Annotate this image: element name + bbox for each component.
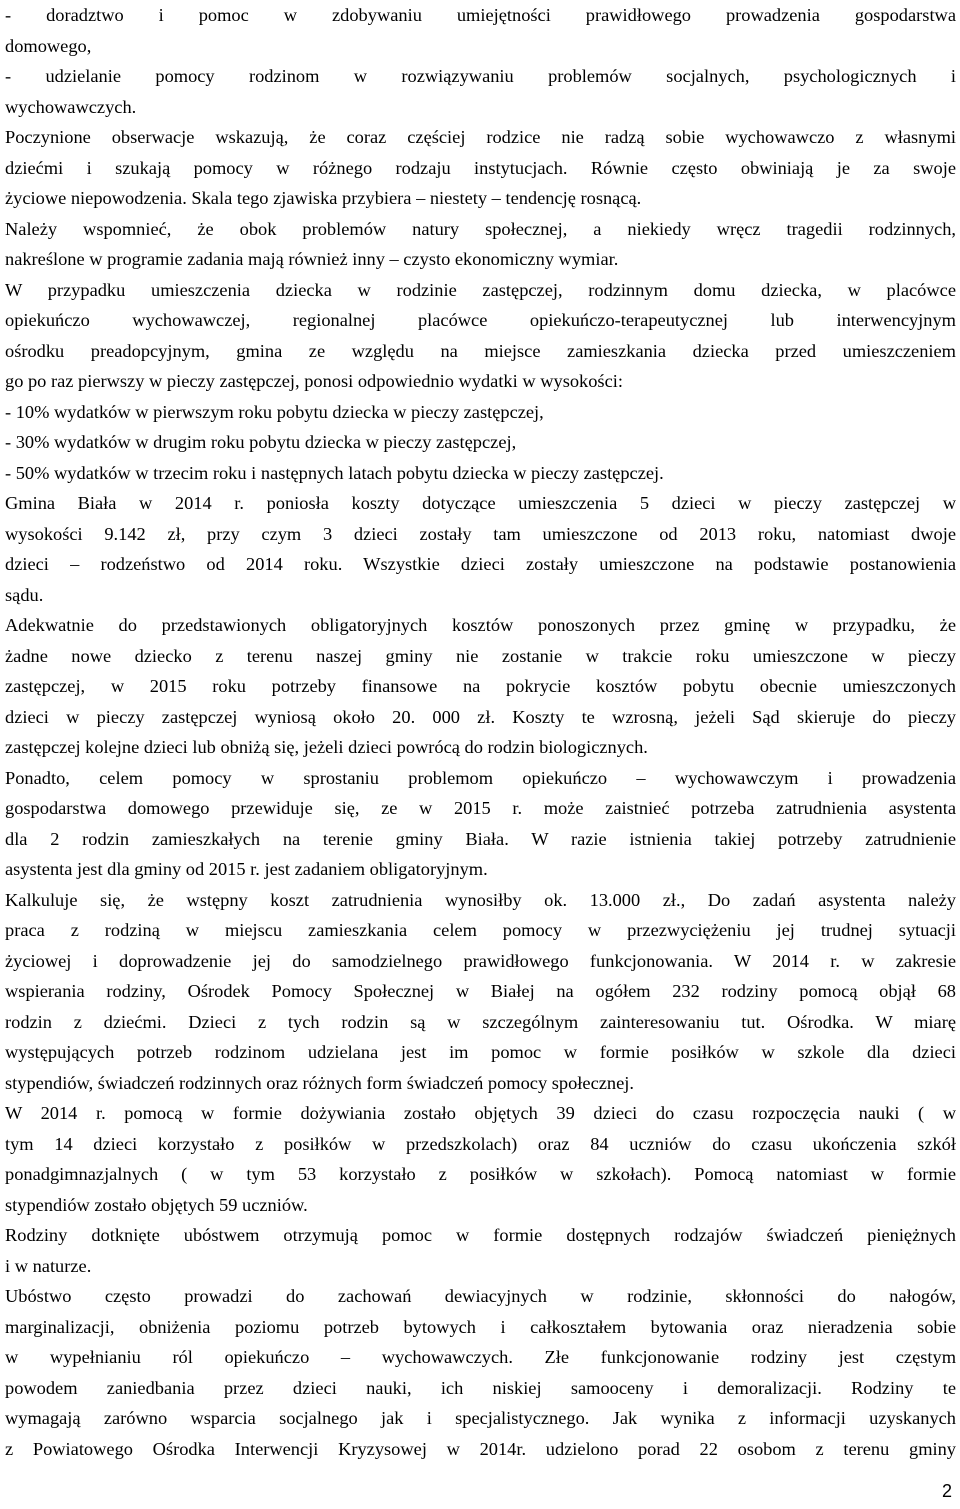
text-line: asystenta jest dla gminy od 2015 r. jest zadaniem obligatoryjnym. [5,859,488,879]
text-line: Kalkuluje się, że wstępny koszt zatrudnienia wynosiłby ok. 13.000 zł., Do zadań asystenta należy [5,889,956,910]
text-line: Gmina Biała w 2014 r. poniosła koszty dotyczące umieszczenia 5 dzieci w pieczy zastępczej w [5,493,956,513]
text-line: ośrodku preadopcyjnym, gmina ze względu na miejsce zamieszkania dziecka przed umieszczeniem [5,340,956,361]
text-line: tym 14 dzieci korzystało z posiłków w przedszkolach) oraz 84 uczniów do czasu ukończenia szkół [5,1133,956,1154]
text-line: wychowawczych. [5,96,137,117]
text-line: zastępczej kolejne dzieci lub obniżą się, jeżeli dzieci powrócą do rodzin biologicznych. [5,737,648,757]
text-line: - doradztwo i pomoc w zdobywaniu umiejętności prawidłowego prowadzenia gospodarstwa [5,5,956,25]
text-line: marginalizacji, obniżenia poziomu potrzeb bytowych i całkoształem bytowania oraz nieradzenia sobie [5,1316,956,1337]
text-line: powodem zaniedbania przez dzieci nauki, ich niskiej samooceny i demoralizacji. Rodziny te [5,1377,956,1398]
text-line: Należy wspomnieć, że obok problemów natury społecznej, a niekiedy wręcz tragedii rodzinnych, [5,218,956,239]
text-line: żadne nowe dziecko z terenu naszej gminy nie zostanie w trakcie roku umieszczone w pieczy [5,645,956,666]
text-line: zastępczej, w 2015 roku potrzeby finansowe na pokrycie kosztów pobytu obecnie umieszczonych [5,676,956,696]
text-line: wymagają zarówno wsparcia socjalnego jak i specjalistycznego. Jak wynika z informacji uzyskanych [5,1408,956,1428]
text-line: wspierania rodziny, Ośrodek Pomocy Społecznej w Białej na ogółem 232 rodziny pomocą objął 68 [5,981,956,1001]
text-line: ponadgimnazjalnych ( w tym 53 korzystało z posiłków w szkołach). Pomocą natomiast w formie [5,1164,956,1184]
text-line: występujących potrzeb rodzinom udzielana jest im pomoc w formie posiłków w szkole dla dzieci [5,1042,956,1062]
text-line: nakreślone w programie zadania mają również inny – czysto ekonomiczny wymiar. [5,249,619,269]
text-line: dla 2 rodzin zamieszkałych na terenie gminy Biała. W razie istnienia takiej potrzeby zatrudnienie [5,828,956,849]
text-line: w wypełnianiu ról opiekuńczo – wychowawczych. Złe funkcjonowanie rodziny jest częstym [5,1347,956,1367]
text-line: stypendiów zostało objętych 59 uczniów. [5,1194,308,1215]
text-line: stypendiów, świadczeń rodzinnych oraz różnych form świadczeń pomocy społecznej. [5,1072,634,1093]
text-line: - udzielanie pomocy rodzinom w rozwiązywaniu problemów socjalnych, psychologicznych i [5,66,956,86]
text-line: wysokości 9.142 zł, przy czym 3 dzieci zostały tam umieszczone od 2013 roku, natomiast dwoje [5,523,956,544]
text-line: - 30% wydatków w drugim roku pobytu dziecka w pieczy zastępczej, [5,432,517,452]
text-line: praca z rodziną w miejscu zamieszkania celem pomocy w przezwyciężeniu jej trudnej sytuacji [5,920,956,940]
text-line: - 50% wydatków w trzecim roku i następnych latach pobytu dziecka w pieczy zastępczej. [5,462,664,483]
text-line: gospodarstwa domowego przewiduje się, ze w 2015 r. może zaistnieć potrzeba zatrudnienia asystenta [5,798,956,818]
text-line: Poczynione obserwacje wskazują, że coraz częściej rodzice nie radzą sobie wychowawczo z własnymi [5,127,956,147]
text-line: opiekuńczo wychowawczej, regionalnej placówce opiekuńczo-terapeutycznej lub interwencyjnym [5,310,956,330]
text-line: go po raz pierwszy w pieczy zastępczej, ponosi odpowiednio wydatki w wysokości: [5,371,623,391]
text-line: dzieci w pieczy zastępczej wyniosą około 20. 000 zł. Koszty te wzrosną, jeżeli Sąd skieruje do pieczy [5,706,956,727]
text-line: W przypadku umieszczenia dziecka w rodzinie zastępczej, rodzinnym domu dziecka, w placówce [5,279,956,300]
text-line: Adekwatnie do przedstawionych obligatoryjnych kosztów ponoszonych przez gminę w przypadku, że [5,615,956,635]
text-line: sądu. [5,584,44,605]
text-line: W 2014 r. pomocą w formie dożywiania zostało objętych 39 dzieci do czasu rozpoczęcia nauki ( w [5,1103,956,1123]
text-line: Ubóstwo często prowadzi do zachowań dewiacyjnych w rodzinie, skłonności do nałogów, [5,1286,956,1306]
text-line: Ponadto, celem pomocy w sprostaniu problemom opiekuńczo – wychowawczym i prowadzenia [5,767,956,788]
text-line: domowego, [5,35,92,56]
text-line: - 10% wydatków w pierwszym roku pobytu dziecka w pieczy zastępczej, [5,401,544,422]
text-line: i w naturze. [5,1255,92,1276]
page-number: 2 [941,1481,952,1501]
text-line: rodzin z dziećmi. Dzieci z tych rodzin są w szczególnym zainteresowaniu tut. Ośrodka. W miarę [5,1011,956,1032]
text-line: dziećmi i szukają pomocy w różnego rodzaju instytucjach. Równie często obwiniają je za swoje [5,157,956,178]
text-line: życiowe niepowodzenia. Skala tego zjawiska przybiera – niestety – tendencję rosnącą. [5,188,642,208]
text-line: Rodziny dotknięte ubóstwem otrzymują pomoc w formie dostępnych rodzajów świadczeń pieniężnych [5,1225,956,1245]
body-text [5,0,956,1464]
text-line: dzieci – rodzeństwo od 2014 roku. Wszystkie dzieci zostały umieszczone na podstawie postanowienia [5,554,956,574]
text-line: z Powiatowego Ośrodka Interwencji Kryzysowej w 2014r. udzielono porad 22 osobom z terenu gminy [5,1438,956,1459]
text-line: życiowej i doprowadzenie jej do samodzielnego prawidłowego funkcjonowania. W 2014 r. w zakresie [5,950,956,971]
